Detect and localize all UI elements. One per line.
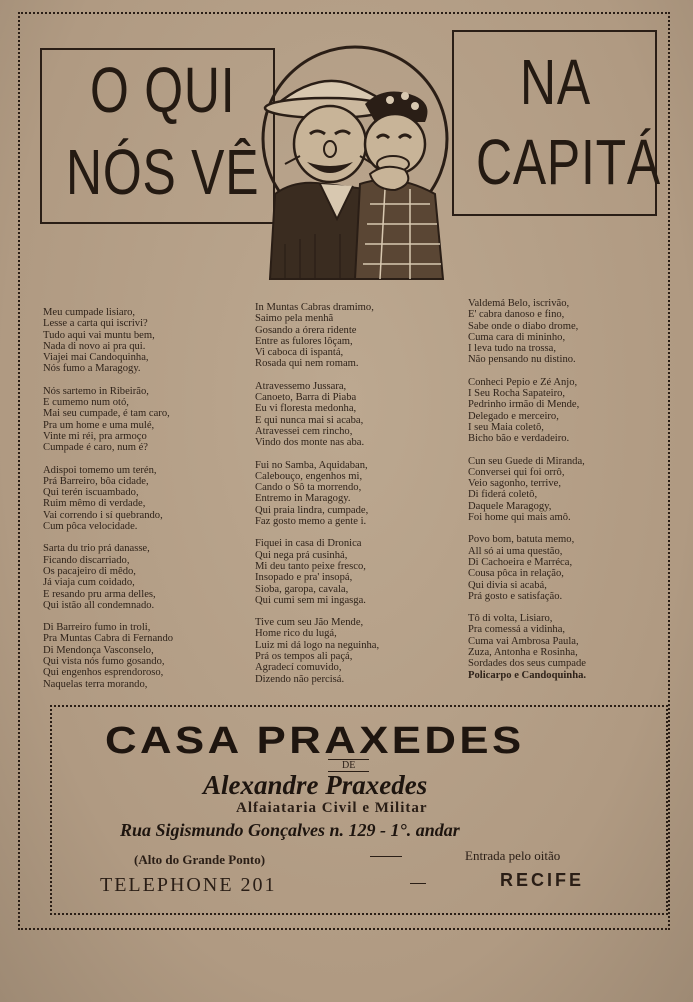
poem-line: Atravessei cem rincho, [255, 425, 353, 437]
poem-line: Tive cum seu Jão Mende, [255, 617, 364, 629]
poem-column-1 [43, 307, 173, 701]
poem-line: Meu cumpade lisiaro, [43, 307, 136, 318]
poem-line: Conheci Pepio e Zé Anjo, [468, 376, 578, 388]
poem-line: Bicho bão e verdadeiro. [468, 433, 570, 445]
ad-telephone: TELEPHONE 201 [100, 874, 277, 896]
poem-line: Daquele Maragogy, [468, 500, 552, 512]
poem-line: Qui divia si acabá, [468, 579, 547, 591]
poem-line: Sordades dos seus cumpade [468, 658, 586, 670]
poem-line: Vi caboca di ispantá, [255, 347, 344, 359]
poem-line: Sioba, garopa, cavala, [255, 583, 349, 595]
poem-line: Nada di novo ai pra qui. [43, 340, 146, 352]
poem-line: Mai seu cumpade, é tam caro, [43, 408, 170, 420]
poem-line: Vinte mi réi, pra armoço [43, 430, 147, 442]
poem-line: Vai correndo i sí quebrando, [43, 509, 163, 521]
poem-line: Faz gosto memo a gente i. [255, 516, 367, 528]
poem-line: Conversei qui foi orrô, [468, 466, 565, 478]
ad-entrance: Entrada pelo oitão [465, 848, 561, 863]
poem-line: Cum pôca velocidade. [43, 521, 138, 533]
poem-line: Mi deu tanto peixe fresco, [255, 560, 366, 572]
poem-signature: Policarpo e Candoquinha. [468, 669, 587, 681]
poem-line: Qui engenhos esprendoroso, [43, 667, 164, 679]
poem-column-3 [468, 298, 590, 692]
poem-line: Tudo aqui vai muntu bem, [43, 329, 155, 341]
poem-line: Fui no Samba, Aquidaban, [255, 459, 368, 471]
poem-line: Qui praia lindra, cumpade, [255, 504, 369, 516]
cartoon-couple-laughing-illustration [255, 44, 455, 284]
poem-line: Qui nega prá cusinhá, [255, 549, 348, 561]
poem-line: Nós fumo a Maragogy. [43, 363, 141, 375]
poem-line: Pra Muntas Cabra di Fernando [43, 633, 174, 645]
poem-line: I leva tudo na trossa, [468, 343, 556, 355]
poem-line: Prá gosto e satisfação. [468, 590, 563, 602]
poem-line: Eu vi floresta medonha, [255, 403, 357, 415]
poem-line: Naquelas terra morando, [43, 678, 148, 690]
poem-line: Já viaja cum coidado, [43, 577, 135, 589]
title-left-line-1: O QUI [90, 54, 236, 126]
poem-line: Delegado e merceiro, [468, 410, 559, 422]
poem-line: Saimo pela menhã [255, 313, 334, 325]
poem-line: Home rico du lugá, [255, 628, 337, 640]
poem-line: Fiquei in casa di Dronica [255, 538, 362, 550]
poem-stanza [468, 298, 590, 366]
poem-line: Lesse a carta qui iscrivi? [43, 318, 148, 330]
poem-line: E' cabra danoso e fino, [468, 309, 565, 321]
poem-line: Prá os tempos ali paçá, [255, 651, 353, 663]
ad-address: Rua Sigismundo Gonçalves n. 129 - 1°. andar [120, 820, 460, 840]
poem-stanza [468, 456, 590, 524]
poem-stanza [43, 543, 173, 611]
poem-line: Di Mendonça Vasconselo, [43, 644, 154, 656]
poem-stanza [468, 613, 590, 681]
poem-line: Atravessemo Jussara, [255, 380, 347, 392]
poem-line: Qui terén iscuambado, [43, 487, 139, 499]
poem-line: Entre as fulores lôçam, [255, 335, 353, 347]
poem-line: Cousa pôca in relação, [468, 568, 564, 580]
poem-line: Viajei mai Candoquinha, [43, 352, 149, 364]
poem-column-2 [255, 302, 379, 696]
poem-line: Calebouço, engenhos mi, [255, 470, 363, 482]
poem-line: Zuza, Antonha e Rosinha, [468, 647, 578, 659]
poem-line: Ficando discarriado, [43, 554, 130, 566]
poem-line: Cuma cara di mininho, [468, 331, 566, 343]
poem-line: Ruim mêmo di verdade, [43, 498, 146, 510]
ad-owner-name: Alexandre Praxedes [203, 770, 428, 800]
poem-line: Não pensando nu distino. [468, 354, 576, 366]
poem-line: Os pacajeiro di mêdo, [43, 565, 136, 577]
poem-line: Insopado e pra' insopá, [255, 572, 353, 584]
poem-line: I seu Maia coletô, [468, 421, 544, 433]
ad-store-name: CASA PRAXEDES [105, 720, 525, 762]
poem-line: Sarta du trio prá danasse, [43, 543, 150, 555]
poem-stanza [255, 381, 379, 449]
ad-dash-2 [410, 883, 426, 884]
poem-line: E resando pru arma delles, [43, 588, 156, 600]
poem-line: Gosando a órera ridente [255, 324, 357, 336]
poem-line: I Seu Rocha Sapateiro, [468, 388, 566, 400]
poem-line: Rosada qui nem romam. [255, 358, 359, 370]
poem-line: All só ai uma questão, [468, 545, 563, 557]
ad-de-text: DE [328, 759, 369, 772]
poem-stanza [255, 538, 379, 606]
poem-line: E qui nunca mai si acaba, [255, 414, 364, 426]
poem-line: Pedrinho irmão di Mende, [468, 399, 580, 411]
poem-line: Cun seu Guede di Miranda, [468, 455, 585, 467]
poem-line: Cumpade é caro, num é? [43, 442, 149, 454]
poem-line: Tô di volta, Lisiaro, [468, 613, 553, 625]
poem-stanza [255, 617, 379, 685]
poem-line: Vindo dos monte nas aba. [255, 437, 365, 449]
poem-line: Qui istão all condemnado. [43, 599, 155, 611]
poem-stanza [43, 386, 173, 454]
title-left-line-2: NÓS VÊ [66, 136, 260, 208]
poem-stanza [43, 307, 173, 375]
poem-line: Qui vista nós fumo gosando, [43, 656, 165, 668]
poem-line: Cuma vai Ambrosa Paula, [468, 635, 579, 647]
ad-dash [370, 856, 402, 857]
title-right-line-2: CAPITÁ [476, 126, 661, 198]
ad-trade: Alfaiataria Civil e Militar [236, 800, 428, 816]
poem-line: Di fiderá coletô, [468, 489, 538, 501]
poem-line: Pra comessá a vidinha, [468, 624, 566, 636]
poem-line: Veio sagonho, terrive, [468, 478, 561, 490]
poem-line: Prá Barreiro, bôa cidade, [43, 475, 149, 487]
poem-line: Luiz mi dá logo na neguinha, [255, 639, 380, 651]
poem-line: Dizendo não percisá. [255, 673, 345, 685]
poem-stanza [255, 302, 379, 370]
poem-line: Agradecí comuvido, [255, 662, 342, 674]
poem-stanza [468, 534, 590, 602]
poem-line: E cumemo num otó, [43, 397, 129, 409]
poem-stanza [468, 377, 590, 445]
poem-line: Canoeto, Barra di Piaba [255, 392, 357, 404]
poem-line: Povo bom, batuta memo, [468, 534, 575, 546]
poem-stanza [43, 622, 173, 690]
title-right-line-1: NA [520, 46, 591, 118]
poem-line: Foi home qui mais amô. [468, 512, 571, 524]
poem-line: Adispoi tomemo um terén, [43, 464, 157, 476]
poem-line: Di Cachoeira e Marréca, [468, 556, 573, 568]
poem-line: Pra um home e uma mulé, [43, 419, 155, 431]
poem-line: Cando o Sô ta morrendo, [255, 482, 362, 494]
poem-line: Valdemá Belo, iscrivão, [468, 298, 570, 309]
poem-line: Nós sartemo in Ribeirão, [43, 385, 149, 397]
ad-city: RECIFE [500, 870, 585, 890]
poem-line: Sabe onde o diabo drome, [468, 320, 579, 332]
poem-line: Di Barreiro fumo in troli, [43, 622, 151, 634]
poem-line: Entremo in Maragogy. [255, 493, 351, 505]
poem-stanza [255, 460, 379, 528]
ad-landmark: (Alto do Grande Ponto) [134, 852, 266, 867]
poem-line: Qui cumi sem mi ingasga. [255, 594, 366, 606]
poem-stanza [43, 465, 173, 533]
poem-line: In Muntas Cabras dramimo, [255, 302, 374, 313]
